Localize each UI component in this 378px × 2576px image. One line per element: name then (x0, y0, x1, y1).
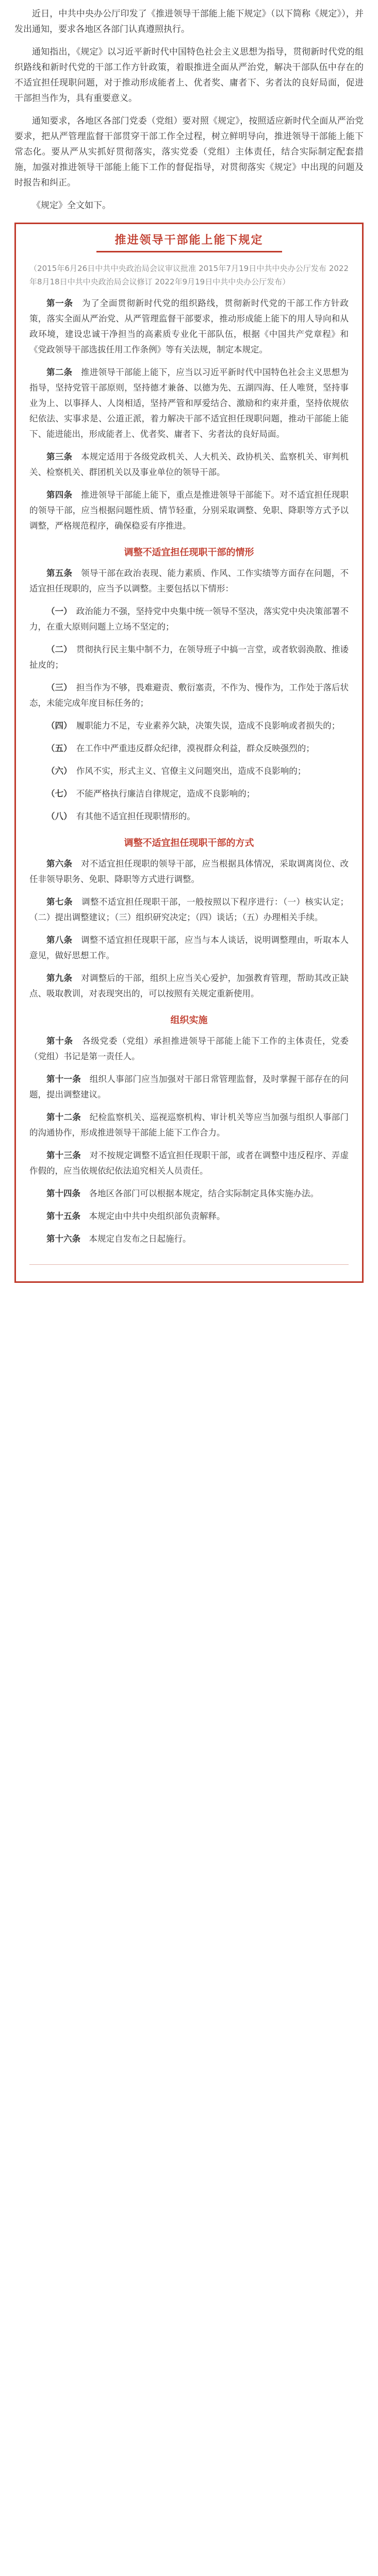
intro-paragraph: 《规定》全文如下。 (32, 200, 111, 211)
article-text: 不能严格执行廉洁自律规定，造成不良影响的； (76, 789, 255, 799)
article-number: 第十二条 (46, 1112, 81, 1122)
article-text: 领导干部在政治表现、能力素质、作风、工作实绩等方面存在问题，不适宜担任现职的，应当予以调整。主要包括以下情形： (29, 568, 349, 594)
article-clause (29, 449, 349, 480)
article-clause (29, 1209, 349, 1224)
article-number: 第十三条 (46, 1150, 81, 1160)
article-text: 对不按规定调整不适宜担任现职干部，或者在调整中违反程序、弄虚作假的，应当依规依纪依法追究相关人员责任。 (29, 1150, 349, 1176)
article-number: （三） (46, 683, 68, 692)
article-text: 纪检监察机关、巡视巡察机构、审计机关等应当加强与组织人事部门的沟通协作，形成推进领导干部能上能下工作合力。 (29, 1112, 349, 1138)
article-number: 第一条 (46, 298, 73, 308)
article-clause (29, 809, 349, 824)
article-clause (29, 856, 349, 887)
article-text: 为了全面贯彻新时代党的组织路线，贯彻新时代党的干部工作方针政策，落实全面从严治党、从严管理监督干部要求，推动形成能上能下的用人导向和从政环境，建设忠诚干净担当的高素质专业化干部队伍，根据《中国共产党章程》和《党政领导干部选拔任用工作条例》等有关法规，制定本规定。 (29, 298, 349, 354)
article-clause (29, 1072, 349, 1103)
article-text: 推进领导干部能上能下，重点是推进领导干部能下。对不适宜担任现职的领导干部，应当根据问题性质、情节轻重，分别采取调整、免职、降职等方式予以调整，严格规范程序，确保稳妥有序推进。 (29, 490, 349, 531)
article-number: （六） (46, 766, 68, 776)
article-clause (29, 642, 349, 673)
regulation-title: 推进领导干部能上能下规定 (114, 233, 264, 247)
article-clause (29, 971, 349, 1002)
article-number: （四） (46, 721, 68, 731)
adoption-note: （2015年6月26日中共中央政治局会议审议批准 2015年7月19日中共中央办公厅发布 2022年8月18日中共中央政治局会议修订 2022年9月19日中共中央办公厅发布） (29, 264, 349, 286)
article-clause (29, 487, 349, 534)
article-text: 调整不适宜担任现职干部，应当与本人谈话，说明调整理由，听取本人意见，做好思想工作。 (29, 935, 349, 960)
article-text: 贯彻执行民主集中制不力，在领导班子中搞一言堂，或者软弱涣散、推诿扯皮的； (29, 645, 349, 670)
article-number: （七） (46, 789, 68, 799)
regulation-body (16, 252, 362, 1264)
article-text: 对不适宜担任现职的领导干部，应当根据具体情况，采取调离岗位、改任非领导职务、免职、降职等方式进行调整。 (29, 859, 349, 884)
intro-paragraph: 通知指出，《规定》以习近平新时代中国特色社会主义思想为指导，贯彻新时代党的组织路线和新时代党的干部工作方针政策，着眼推进全面从严治党，解决干部队伍中存在的不适宜担任现职问题，对于推动形成能者上、优者奖、庸者下、劣者汰的良好局面，促进干部担当作为，具有重要意义。 (14, 47, 364, 104)
article-text: 推进领导干部能上能下，应当以习近平新时代中国特色社会主义思想为指导，坚持党管干部原则，坚持德才兼备、以德为先、五湖四海、任人唯贤，坚持事业为上、以事择人、人岗相适，坚持严管和厚爱结合、激励和约束并重，坚持依规依纪依法、实事求是、公道正派，着力解决干部不适宜担任现职问题，推动干部能上能下、能进能出，形成能者上、优者奖、庸者下、劣者汰的良好局面。 (29, 367, 349, 439)
article-clause (29, 786, 349, 802)
article-text: 对调整后的干部，组织上应当关心爱护，加强教育管理，帮助其改正缺点、吸取教训，对表现突出的，可以按照有关规定重新使用。 (29, 973, 349, 998)
regulation-frame (14, 223, 364, 1283)
article-clause (29, 604, 349, 635)
article-text: 有其他不适宜担任现职情形的。 (76, 811, 195, 821)
article-intro (14, 6, 364, 213)
article-text: 作风不实，形式主义、官僚主义问题突出，造成不良影响的； (76, 766, 306, 776)
article-number: 第六条 (46, 859, 73, 869)
intro-paragraph: 通知要求，各地区各部门党委（党组）要对照《规定》，按照适应新时代全面从严治党要求，把从严管理监督干部贯穿干部工作全过程，树立鲜明导向，推进领导干部能上能下常态化。要从严从实抓好贯彻落实，落实党委（党组）主体责任，结合实际制定配套措施，加强对推进领导干部能上能下工作的督促指导，对贯彻落实《规定》中出现的问题及时报告和纠正。 (14, 116, 364, 188)
article-number: 第十一条 (46, 1074, 81, 1084)
article-text: 各级党委（党组）承担推进领导干部能上能下工作的主体责任，党委（党组）书记是第一责任人。 (29, 1036, 349, 1061)
article-number: （二） (46, 645, 68, 654)
article-number: 第十四条 (46, 1189, 80, 1198)
article-clause (29, 296, 349, 358)
article-text: 本规定自发布之日起施行。 (89, 1234, 191, 1244)
article-clause (29, 1231, 349, 1247)
article-number: （一） (46, 606, 68, 616)
article-clause (29, 1186, 349, 1201)
article-text: 担当作为不够，畏难避责、敷衍塞责，不作为、慢作为，工作处于落后状态，未能完成年度目标任务的； (29, 683, 349, 708)
article-clause (29, 933, 349, 963)
article-text: 政治能力不强，坚持党中央集中统一领导不坚决，落实党中央决策部署不力，在重大原则问题上立场不坚定的； (29, 606, 349, 632)
chapter-heading: 调整不适宜担任现职干部的方式 (124, 838, 254, 849)
article-clause (29, 1110, 349, 1141)
article-number: 第十五条 (46, 1211, 80, 1221)
article-text: 本规定适用于各级党政机关、人大机关、政协机关、监察机关、审判机关、检察机关、群团机关以及事业单位的领导干部。 (29, 452, 349, 477)
chapter-heading: 调整不适宜担任现职干部的情形 (124, 547, 254, 558)
article-text: 调整不适宜担任现职干部，一般按照以下程序进行：（一）核实认定；（二）提出调整建议；（三）组织研究决定；（四）谈话；（五）办理相关手续。 (29, 897, 349, 922)
article-text: 各地区各部门可以根据本规定，结合实际制定具体实施办法。 (89, 1189, 319, 1198)
article-clause (29, 1148, 349, 1179)
article-text: 本规定由中共中央组织部负责解释。 (89, 1211, 225, 1221)
article-number: 第七条 (46, 897, 73, 907)
chapter-heading: 组织实施 (170, 1015, 208, 1026)
article-clause (29, 365, 349, 442)
article-text: 在工作中严重违反群众纪律，漠视群众利益，群众反映强烈的； (76, 743, 315, 753)
article-text: 组织人事部门应当加强对干部日常管理监督，及时掌握干部存在的问题，提出调整建议。 (29, 1074, 349, 1099)
intro-paragraph: 近日，中共中央办公厅印发了《推进领导干部能上能下规定》（以下简称《规定》），并发出通知，要求各地区各部门认真遵照执行。 (14, 9, 364, 35)
article-clause (29, 718, 349, 734)
article-number: 第五条 (46, 568, 73, 578)
article-clause (29, 566, 349, 597)
article-text: 履职能力不足，专业素养欠缺，决策失误，造成不良影响或者损失的； (76, 721, 340, 731)
article-number: （八） (46, 811, 68, 821)
frame-bottom-divider (29, 1264, 349, 1274)
article-clause (29, 764, 349, 779)
article-number: 第八条 (46, 935, 73, 945)
article-number: 第三条 (46, 452, 73, 462)
article-number: 第二条 (46, 367, 73, 377)
article-clause (29, 1033, 349, 1064)
article-number: 第十条 (46, 1036, 73, 1046)
article-clause (29, 741, 349, 756)
article-clause (29, 680, 349, 711)
article-number: （五） (46, 743, 68, 753)
article-clause (29, 894, 349, 925)
regulation-title-banner (96, 227, 282, 252)
article-number: 第九条 (46, 973, 73, 983)
article-number: 第十六条 (46, 1234, 80, 1244)
article-number: 第四条 (46, 490, 73, 500)
